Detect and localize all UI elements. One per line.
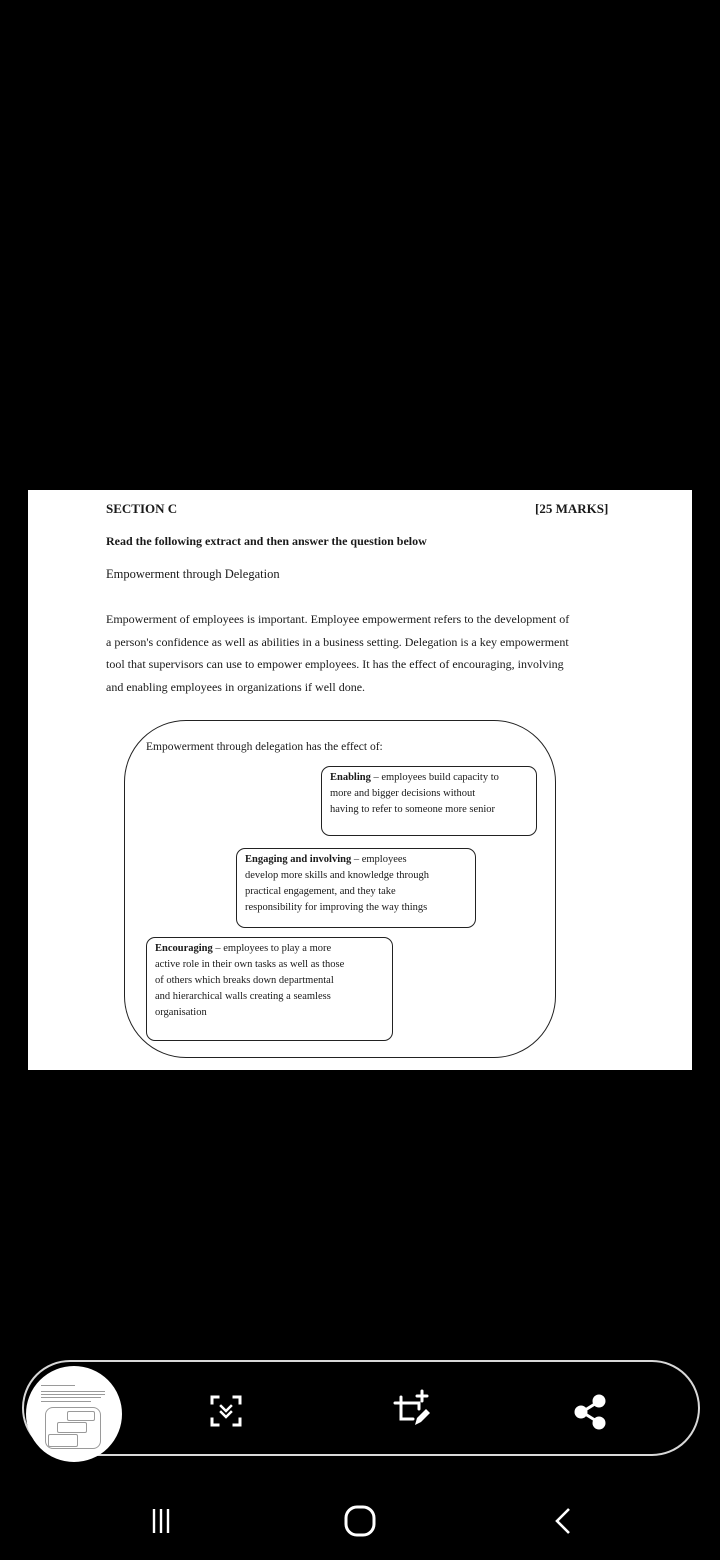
encouraging-box [146, 937, 393, 1041]
back-button[interactable] [538, 1496, 588, 1546]
enabling-text: – employees build capacity to [370, 772, 499, 783]
document-image [28, 490, 692, 1070]
crop-edit-icon [389, 1387, 433, 1431]
paragraph-line: tool that supervisors can use to empower employees. It has the effect of encouraging, involving [106, 657, 564, 671]
encouraging-term: Encouraging [155, 943, 213, 954]
engaging-box [236, 848, 476, 928]
encouraging-text: and hierarchical walls creating a seamless [155, 991, 331, 1002]
engaging-text: – employees [351, 854, 407, 865]
enabling-text: having to refer to someone more senior [330, 804, 496, 815]
engaging-text: responsibility for improving the way things [245, 902, 428, 913]
enabling-text: more and bigger decisions without [330, 788, 476, 799]
edit-crop-button[interactable] [386, 1384, 436, 1434]
instruction-text: Read the following extract and then answer the question below [106, 534, 427, 548]
recents-button[interactable] [136, 1496, 186, 1546]
section-title: SECTION C [106, 501, 178, 516]
encouraging-text: active role in their own tasks as well as those [155, 959, 345, 970]
encouraging-text: of others which breaks down departmental [155, 975, 334, 986]
encouraging-text: – employees to play a more [212, 943, 332, 954]
enabling-term: Enabling [330, 772, 371, 783]
section-marks: [25 MARKS] [535, 501, 609, 516]
paragraph-line: a person's confidence as well as abilities in a business setting. Delegation is a key empowerment [106, 634, 569, 649]
extract-paragraph [106, 608, 616, 698]
extract-subtitle: Empowerment through Delegation [106, 567, 280, 581]
enabling-box [321, 766, 537, 836]
scroll-capture-button[interactable] [201, 1386, 251, 1436]
engaging-term: Engaging and involving [245, 854, 352, 865]
paragraph-line: Empowerment of employees is important. Employee empowerment refers to the development of [106, 612, 570, 626]
thumbnail-preview [39, 1379, 109, 1449]
scroll-capture-icon [206, 1391, 246, 1431]
home-button[interactable] [335, 1496, 385, 1546]
home-icon [342, 1503, 378, 1539]
engaging-text: develop more skills and knowledge through [245, 870, 430, 881]
screenshot-thumbnail[interactable] [26, 1366, 122, 1462]
encouraging-text: organisation [155, 1007, 207, 1018]
share-icon [570, 1391, 610, 1431]
back-icon [548, 1506, 578, 1536]
paragraph-line: and enabling employees in organizations if well done. [106, 679, 366, 694]
share-button[interactable] [565, 1386, 615, 1436]
recents-icon [146, 1506, 176, 1536]
diagram-intro: Empowerment through delegation has the effect of: [146, 741, 383, 753]
engaging-text: practical engagement, and they take [245, 886, 396, 897]
